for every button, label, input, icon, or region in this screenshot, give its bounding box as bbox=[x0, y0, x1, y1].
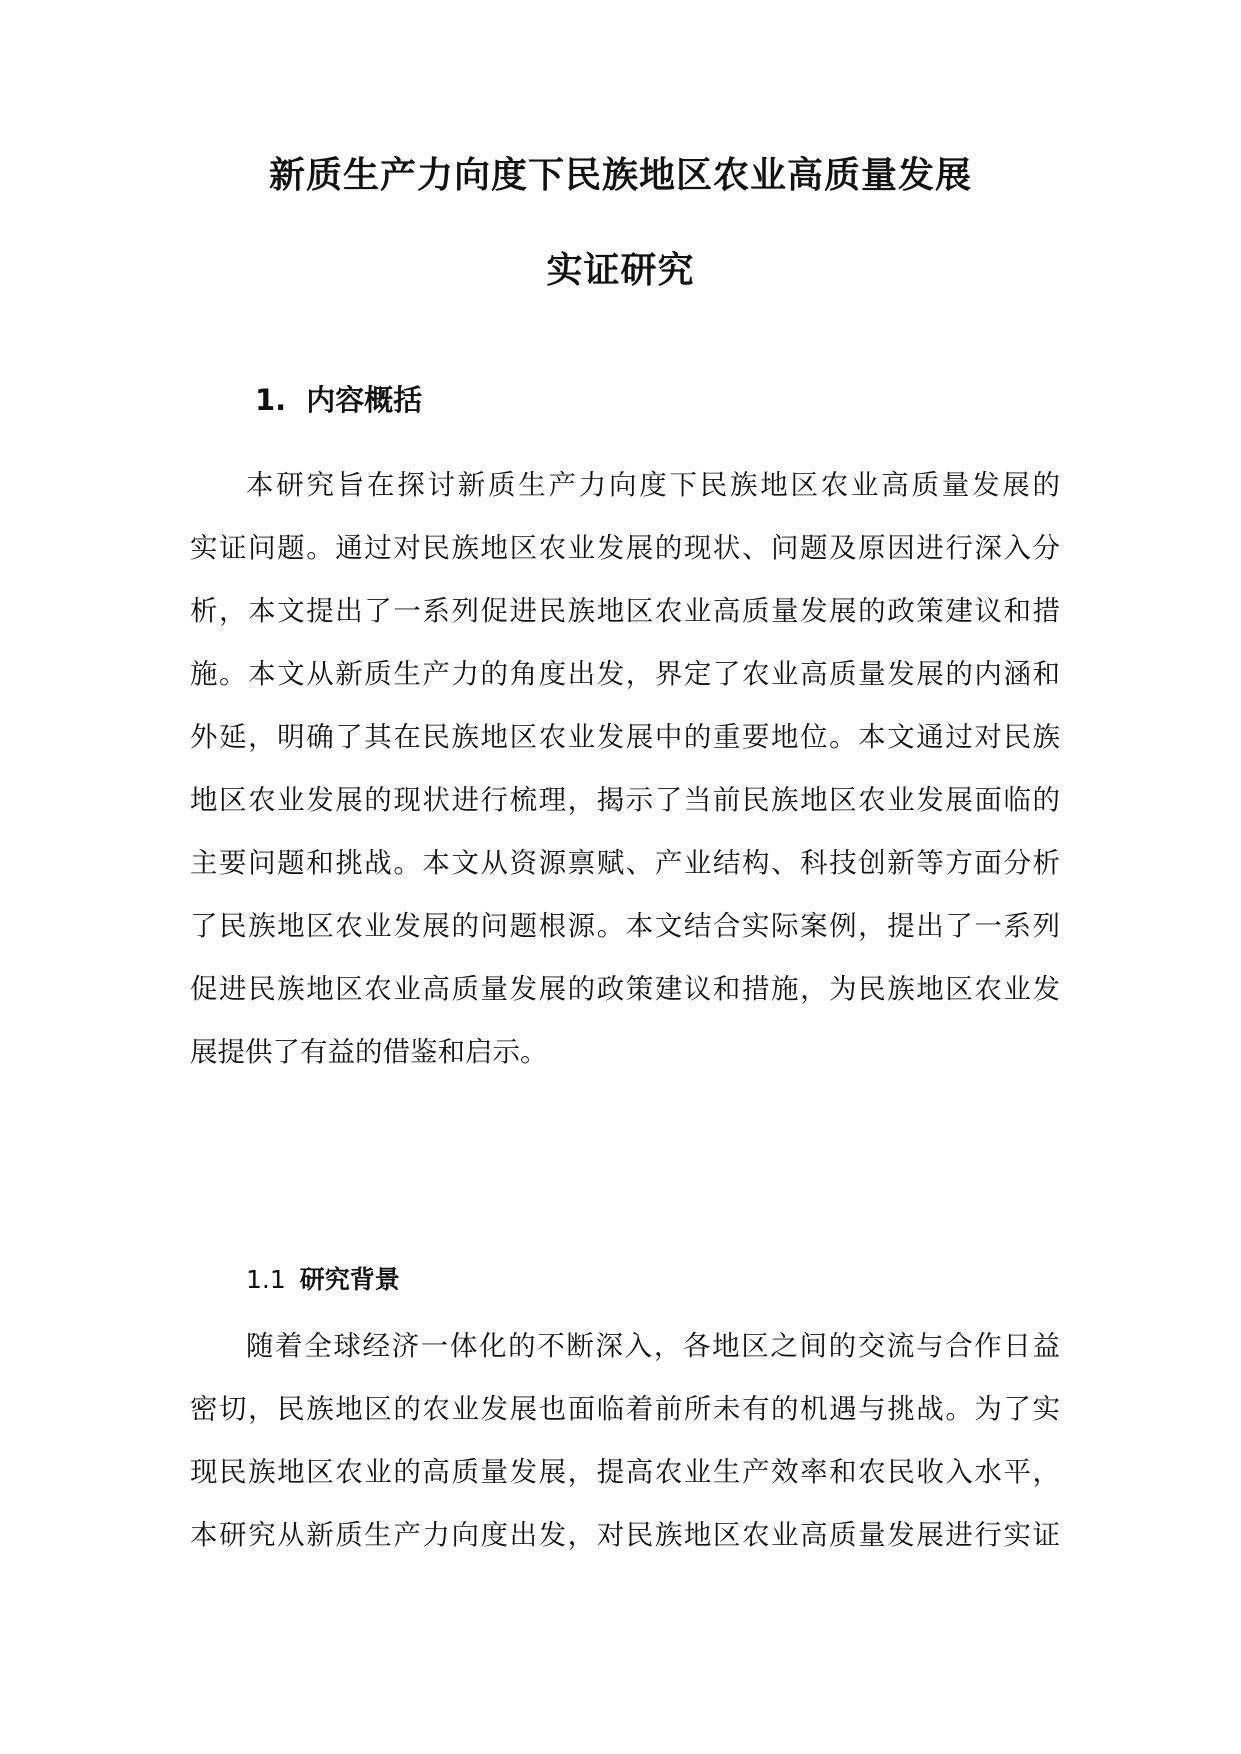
paragraph-line: 析，本文提出了一系列促进民族地区农业高质量发展的政策建议和措 bbox=[190, 595, 1060, 627]
section-number: 1.1 bbox=[246, 1265, 286, 1294]
section-heading-1 bbox=[255, 382, 422, 418]
paragraph-line: 地区农业发展的现状进行梳理，揭示了当前民族地区农业发展面临的 bbox=[190, 784, 1060, 816]
paragraph-line: 了民族地区农业发展的问题根源。本文结合实际案例，提出了一系列 bbox=[190, 910, 1060, 942]
section-1-paragraph bbox=[190, 465, 1060, 1095]
section-heading-1-1 bbox=[246, 1264, 400, 1296]
document-title-line-1: 新质生产力向度下民族地区农业高质量发展 bbox=[268, 155, 972, 196]
paragraph-line: 密切，民族地区的农业发展也面临着前所未有的机遇与挑战。为了实 bbox=[190, 1393, 1060, 1425]
section-number: 1. bbox=[255, 383, 287, 417]
paragraph-line: 本研究旨在探讨新质生产力向度下民族地区农业高质量发展的 bbox=[246, 469, 1060, 501]
paragraph-line: 促进民族地区农业高质量发展的政策建议和措施，为民族地区农业发 bbox=[190, 973, 1060, 1005]
paragraph-line: 施。本文从新质生产力的角度出发，界定了农业高质量发展的内涵和 bbox=[190, 658, 1060, 690]
paragraph-line: 随着全球经济一体化的不断深入，各地区之间的交流与合作日益 bbox=[246, 1330, 1060, 1362]
paragraph-line: 实证问题。通过对民族地区农业发展的现状、问题及原因进行深入分 bbox=[190, 532, 1060, 564]
paragraph-line: 主要问题和挑战。本文从资源禀赋、产业结构、科技创新等方面分析 bbox=[190, 847, 1060, 879]
section-title: 研究背景 bbox=[299, 1265, 400, 1294]
paragraph-line: 本研究从新质生产力向度出发，对民族地区农业高质量发展进行实证 bbox=[190, 1519, 1060, 1551]
document-title-line-2: 实证研究 bbox=[546, 250, 695, 291]
section-1-1-paragraph bbox=[190, 1326, 1060, 1578]
paragraph-line: 现民族地区农业的高质量发展，提高农业生产效率和农民收入水平， bbox=[190, 1456, 1060, 1488]
paragraph-line: 展提供了有益的借鉴和启示。 bbox=[190, 1036, 548, 1068]
paragraph-line: 外延，明确了其在民族地区农业发展中的重要地位。本文通过对民族 bbox=[190, 721, 1060, 753]
section-title: 内容概括 bbox=[306, 383, 423, 417]
